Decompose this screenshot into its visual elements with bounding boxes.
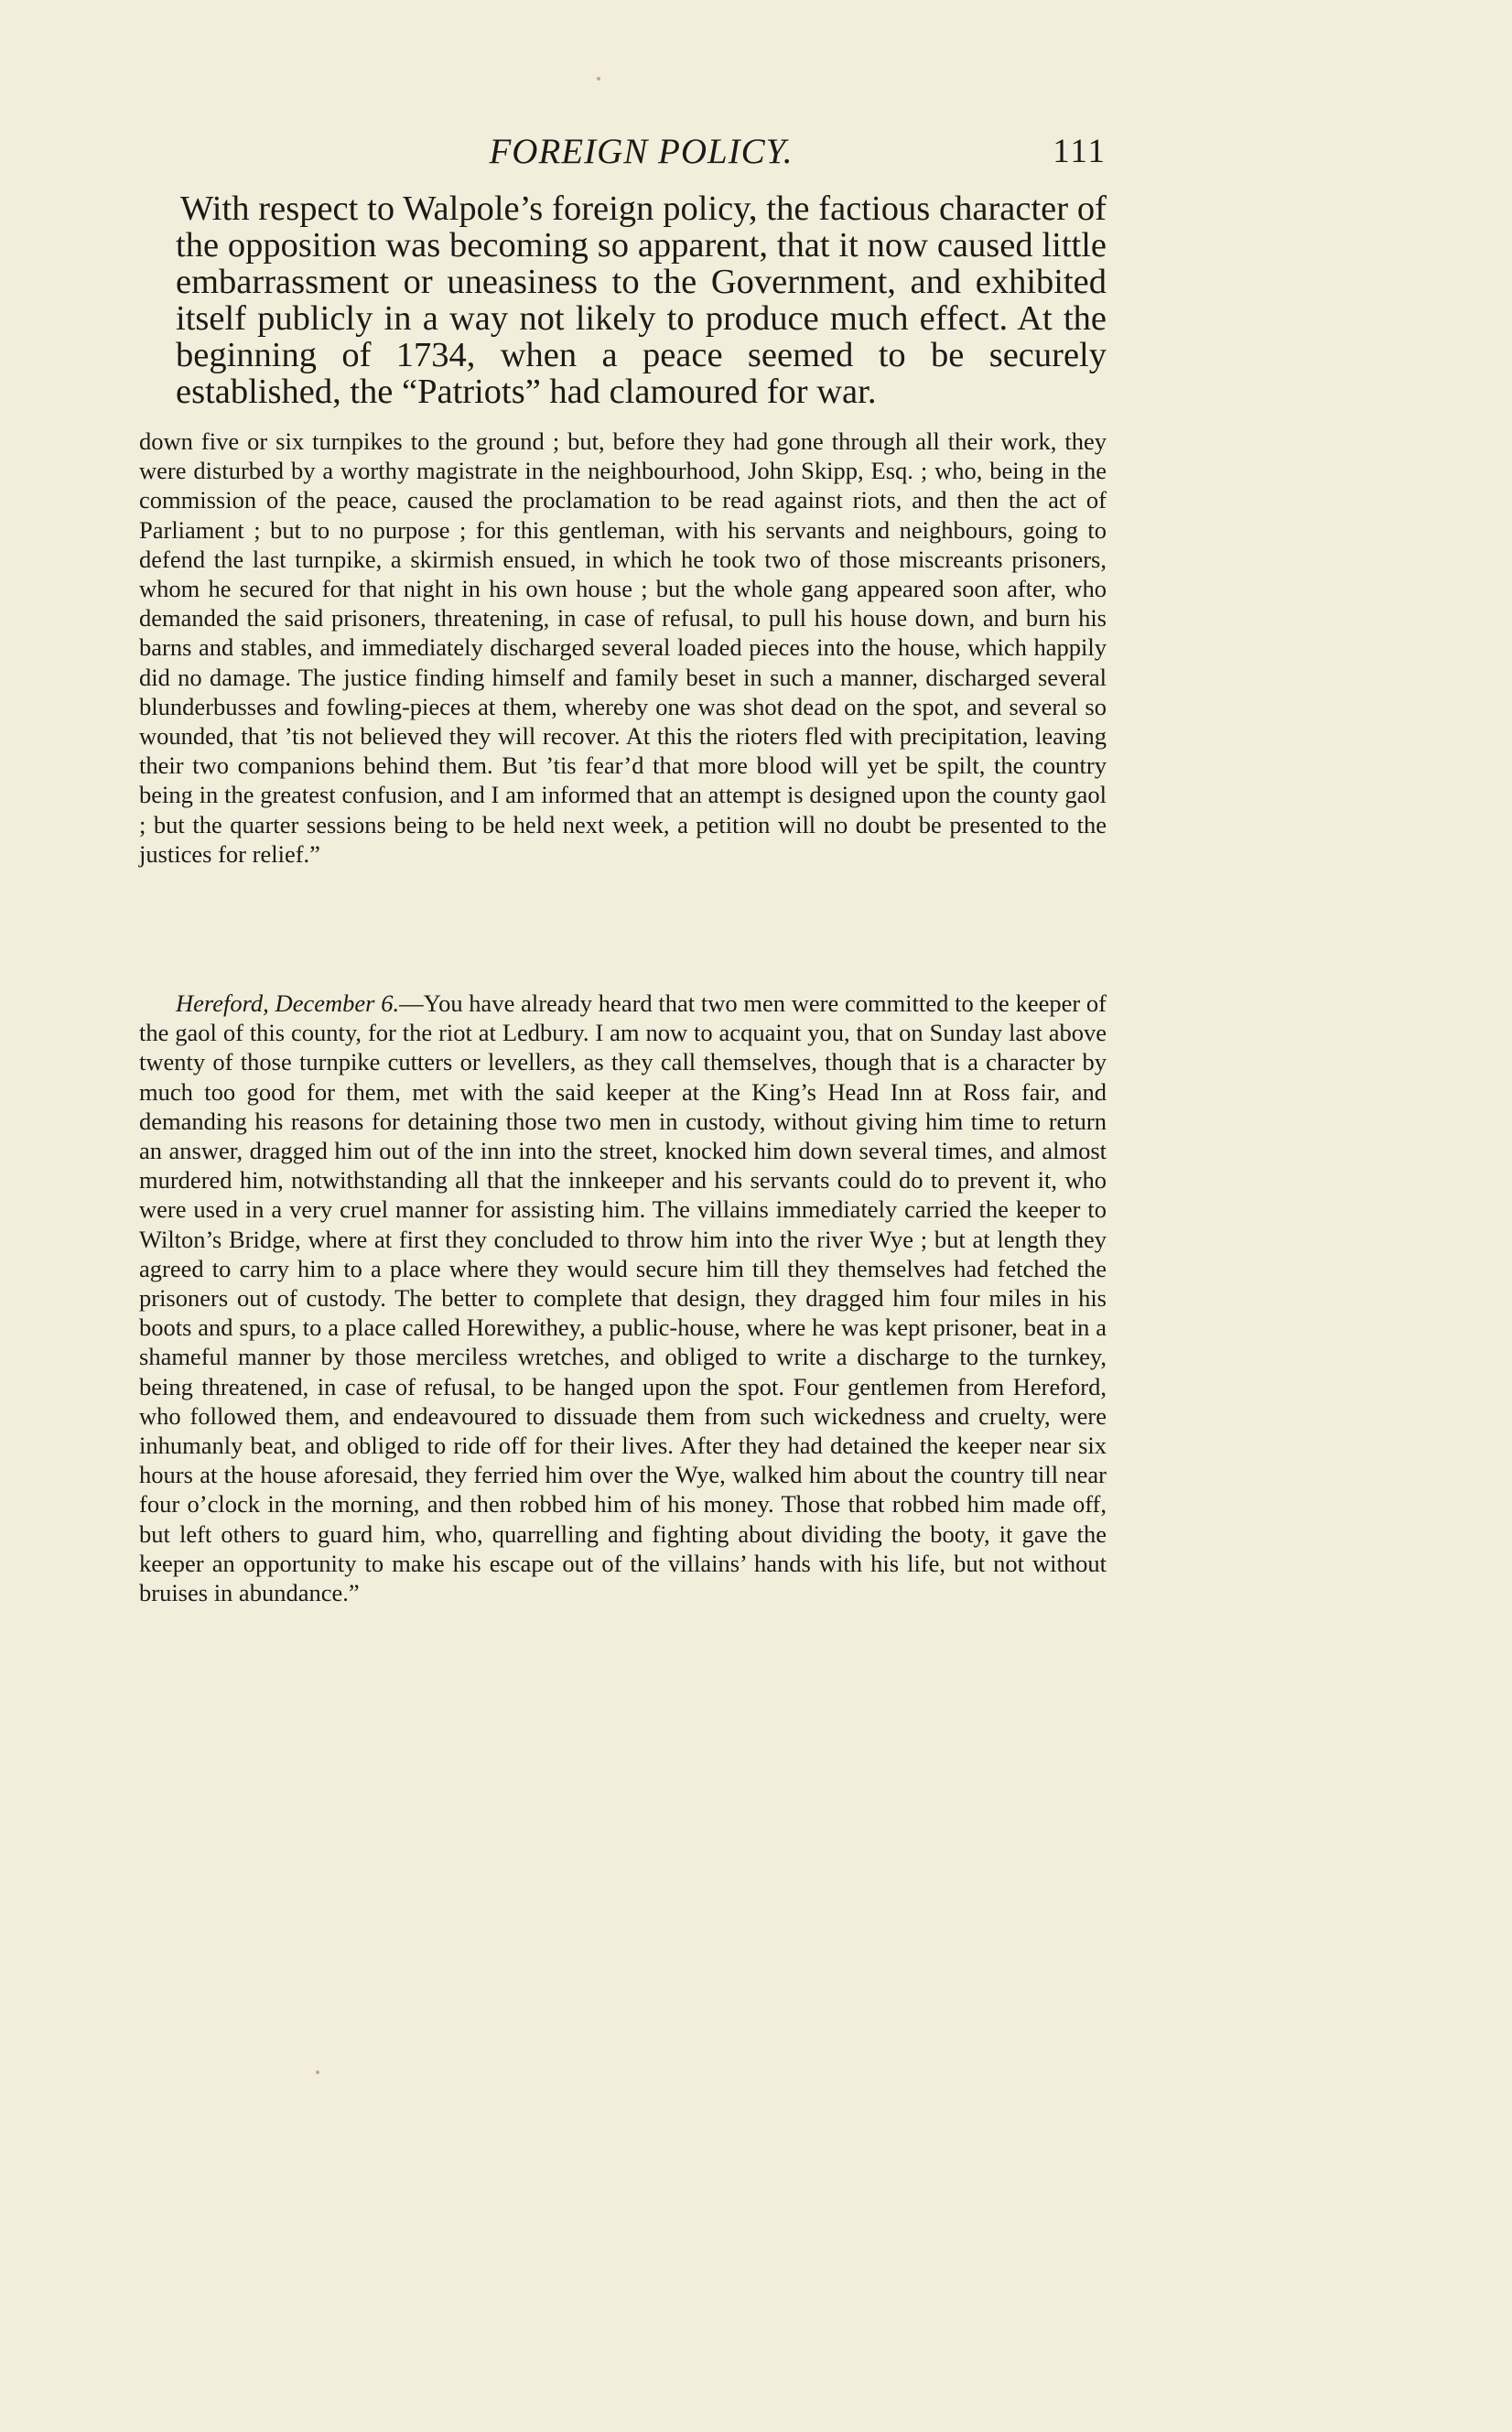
letter-dateline: Hereford, December 6.: [176, 989, 400, 1017]
footnote-letter-paragraph: [139, 989, 1107, 1607]
paper-speck-bottom: [316, 2070, 319, 2074]
main-paragraph: With respect to Walpole’s foreign policy, the factious character of the opposition was becoming so apparent, that it now caused little embarrassment or uneasiness to the Government, and exhibited itself publicly in a way not likely to produce much effect. At the beginning of 1734, when a peace seemed to be securely established, the “Patriots” had clamoured for war.: [176, 189, 1107, 411]
letter-body: —You have already heard that two men were committed to the keeper of the gaol of this county, for the riot at Ledbury. I am now to acquaint you, that on Sunday last above twenty of those turnpike cutters or levellers, as they call themselves, though that is a character by much too good for them, met with the said keeper at the King’s Head Inn at Ross fair, and demanding his reasons for detaining those two men in custody, without giving him time to return an answer, dragged him out of the inn into the street, knocked him down several times, and almost murdered him, notwithstanding all that the innkeeper and his servants could do to prevent it, who were used in a very cruel manner for assisting him. The villains immediately carried the keeper to Wilton’s Bridge, where at first they concluded to throw him into the river Wye ; but at length they agreed to carry him to a place where they would secure him till they themselves had fetched the prisoners out of custody. The better to complete that design, they dragged him four miles in his boots and spurs, to a place called Horewithey, a public-house, where he was kept prisoner, beat in a shameful manner by those merciless wretches, and obliged to write a discharge to the turnkey, being threatened, in case of refusal, to be hanged upon the spot. Four gentlemen from Hereford, who followed them, and endeavoured to dissuade them from such wickedness and cruelty, were inhumanly beat, and obliged to ride off for their lives. After they had detained the keeper near six hours at the house aforesaid, they ferried him over the Wye, walked him about the country till near four o’clock in the morning, and then robbed him of his money. Those that robbed him made off, but left others to guard him, who, quarrelling and fighting about dividing the booty, it gave the keeper an opportunity to make his escape out of the villains’ hands with his life, but not without bruises in abundance.”: [139, 989, 1107, 1607]
page-header: [176, 131, 1107, 177]
running-title: FOREIGN POLICY.: [489, 132, 794, 171]
footnote-continuation: down five or six turnpikes to the ground ; but, before they had gone through all their work, they were disturbed by a worthy magistrate in the neighbourhood, John Skipp, Esq. ; who, being in the commission of the peace, caused the proclamation to be read against riots, and then the act of Parliament ; but to no purpose ; for this gentleman, with his servants and neighbours, going to defend the last turnpike, a skirmish ensued, in which he took two of those miscreants prisoners, whom he secured for that night in his own house ; but the whole gang appeared soon after, who demanded the said prisoners, threatening, in case of refusal, to pull his house down, and burn his barns and stables, and immediately discharged several loaded pieces into the house, which happily did no damage. The justice finding himself and family beset in such a manner, discharged several blunderbusses and fowling-pieces at them, whereby one was shot dead on the spot, and several so wounded, that ’tis not believed they will recover. At this the rioters fled with precipitation, leaving their two companions behind them. But ’tis fear’d that more blood will yet be spilt, the country being in the greatest confusion, and I am informed that an attempt is designed upon the county gaol ; but the quarter sessions being to be held next week, a petition will no doubt be presented to the justices for relief.”: [139, 427, 1107, 868]
paper-speck-top: [597, 77, 600, 81]
page-number: 111: [1053, 133, 1107, 170]
